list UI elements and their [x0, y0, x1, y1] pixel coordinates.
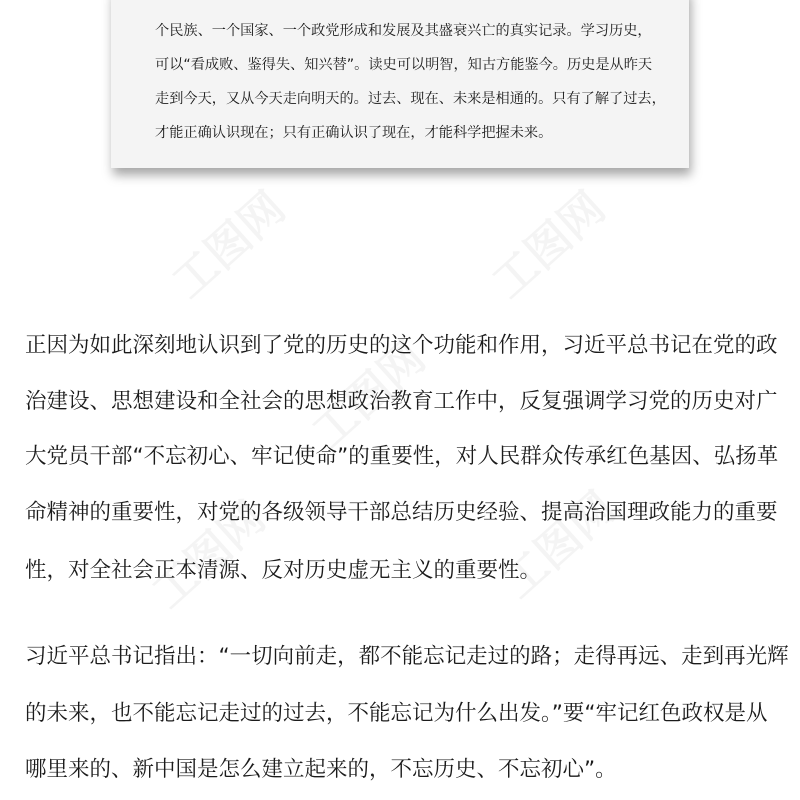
- paragraph-line: 性，对全社会正本清源、反对历史虚无主义的重要性。: [25, 558, 542, 583]
- paragraph-line: 治建设、思想建设和全社会的思想政治教育工作中，反复强调学习党的历史对广: [25, 389, 778, 414]
- paragraph-line: 正因为如此深刻地认识到了党的历史的这个功能和作用，习近平总书记在党的政: [25, 333, 778, 358]
- paragraph-line: 的未来，也不能忘记走过的过去，不能忘记为什么出发。”要“牢记红色政权是从: [25, 701, 768, 726]
- watermark: [476, 174, 617, 310]
- paragraph-line: 命精神的重要性，对党的各级领导干部总结历史经验、提高治国理政能力的重要: [25, 500, 778, 525]
- quote-line: 才能正确认识现在；只有正确认识了现在，才能科学把握未来。: [155, 125, 553, 141]
- watermark: [156, 174, 297, 310]
- paragraph-line: 习近平总书记指出：“一切向前走，都不能忘记走过的路；走得再远、走到再光辉: [25, 644, 789, 669]
- quote-line: 走到今天，又从今天走向明天的。过去、现在、未来是相通的。只有了解了过去，: [155, 91, 666, 107]
- paragraph-line: 哪里来的、新中国是怎么建立起来的，不忘历史、不忘初心”。: [25, 757, 617, 782]
- watermark: [486, 474, 627, 610]
- paragraph-line: 大党员干部“不忘初心、牢记使命”的重要性，对人民群众传承红色基因、弘扬革: [25, 444, 779, 469]
- quote-card: [111, 0, 689, 168]
- quote-line: 可以“看成败、鉴得失、知兴替”。读史可以明智，知古方能鉴今。历史是从昨天: [155, 57, 653, 73]
- quote-line: 个民族、一个国家、一个政党形成和发展及其盛衰兴亡的真实记录。学习历史，: [155, 23, 652, 39]
